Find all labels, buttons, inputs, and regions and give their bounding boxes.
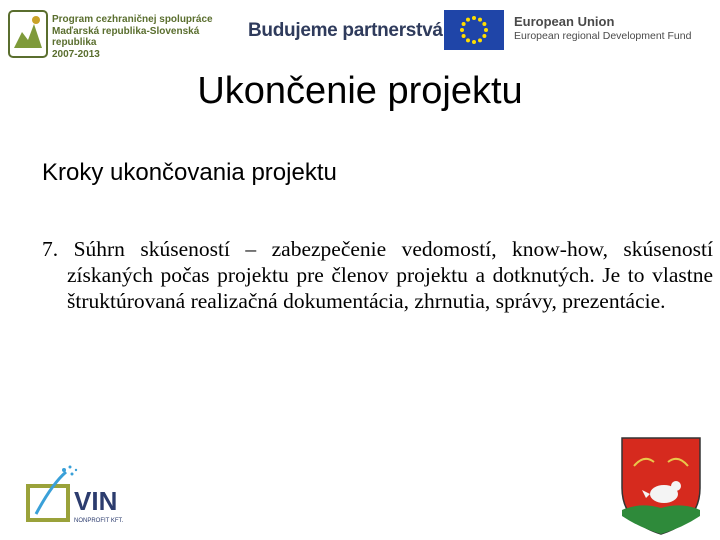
vin-logo-icon: [26, 464, 146, 530]
slide-title: Ukončenie projektu: [197, 70, 523, 112]
program-line-1: Program cezhraničnej spolupráce: [52, 14, 213, 25]
header-logo-strip: [0, 0, 720, 68]
eu-name: European Union: [514, 14, 615, 29]
program-logo-icon: [8, 10, 48, 58]
program-logo: [8, 8, 240, 60]
vin-logo-text: VIN: [74, 486, 118, 516]
coat-of-arms-icon: [620, 436, 702, 536]
program-line-3: 2007-2013: [52, 48, 100, 60]
program-line-2: Maďarská republika-Slovenská republika: [52, 25, 200, 48]
slide-paragraph: 7. Súhrn skúseností – zabezpečenie vedomostí, know-how, skúseností získaných počas projektu pre členov projektu a dotknutých. Je to vlastne štruktúrovaná realizačná dokumentácia, zhrnutia, správy, prezentácie.: [42, 237, 713, 313]
vin-logo-subtext: NONPROFIT KFT.: [74, 518, 124, 524]
eu-fund: European regional Development Fund: [514, 30, 692, 42]
eu-flag-icon: [444, 10, 504, 50]
eu-text: [514, 14, 691, 43]
vin-logo: [26, 464, 146, 530]
slide-subtitle: Kroky ukončovania projektu: [42, 159, 337, 186]
tagline: Budujeme partnerstvá: [248, 20, 443, 41]
